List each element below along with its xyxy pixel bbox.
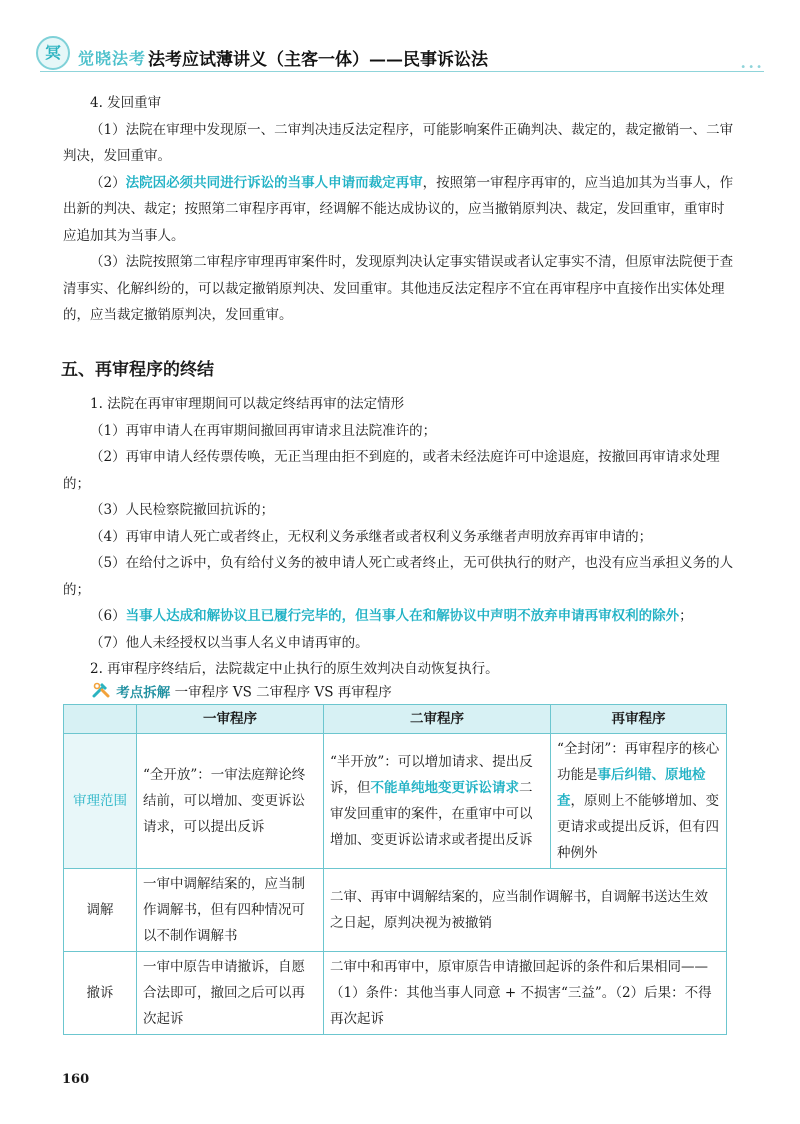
- cell-text: “全封闭”：再审程序的核心功能是: [557, 741, 720, 783]
- table-cell: [324, 734, 551, 869]
- brand-logo: 冥: [36, 36, 70, 70]
- row-header: 调解: [64, 869, 137, 952]
- row-header: 撤诉: [64, 952, 137, 1035]
- comparison-table: [63, 704, 727, 1035]
- table-header: 再审程序: [551, 705, 727, 734]
- brand-name: 觉晓法考: [78, 49, 147, 68]
- table-cell: 二审中和再审中，原审原告申请撤回起诉的条件和后果相同——（1）条件：其他当事人同意 + 不损害“三益”。（2）后果：不得再次起诉: [324, 952, 727, 1035]
- cell-text: “半开放”：可以增加请求、提出反诉，但: [330, 754, 533, 796]
- subsection-title: 4. 发回重审: [90, 95, 162, 111]
- page-number: 160: [62, 1072, 90, 1087]
- table-cell: “全开放”：一审法庭辩论终结前，可以增加、变更诉讼请求，可以提出反诉: [137, 734, 324, 869]
- subsection-title: 2. 再审程序终结后，法院裁定中止执行的原生效判决自动恢复执行。: [90, 661, 499, 677]
- highlight-text: 法院因必须共同进行诉讼的当事人申请而裁定再审: [125, 174, 423, 191]
- table-header-row: [64, 705, 727, 734]
- table-header-blank: [64, 705, 137, 734]
- list-item: （1）再审申请人在再审期间撤回再审请求且法院准许的；: [90, 422, 437, 439]
- cell-text: ，原则上不能够增加、变更请求或提出反诉，但有四种例外: [557, 793, 719, 861]
- paragraph: （1）法院在审理中发现原一、二审判决违反法定程序，可能影响案件正确判决、裁定的，裁定撤销一、二审判决，发回重审。: [63, 121, 734, 164]
- subsection-title: 1. 法院在再审审理期间可以裁定终结再审的法定情形: [90, 396, 405, 412]
- highlight-text: 当事人达成和解协议且已履行完毕的，但当事人在和解协议中声明不放弃申请再审权利的除外: [125, 608, 680, 624]
- header-ornament: •••: [740, 62, 764, 73]
- table-header: 二审程序: [324, 705, 551, 734]
- key-point-heading: [92, 682, 392, 702]
- table-row: [64, 869, 727, 952]
- list-item: [63, 603, 735, 630]
- highlight-text: 事后纠错、原地检查: [557, 767, 706, 809]
- list-item: （2）再审申请人经传票传唤，无正当理由拒不到庭的，或者未经法庭许可中途退庭，按撤回再审请求处理的；: [63, 449, 720, 492]
- main-content: [63, 90, 735, 683]
- paragraph: （3）法院按照第二审程序审理再审案件时，发现原判决认定事实错误或者认定事实不清，但原审法院便于查清事实、化解纠纷的，可以裁定撤销原判决、发回重审。其他违反法定程序不宜在再审程序中直接作出实体处理的，应当裁定撤销原判决，发回重审。: [63, 254, 734, 323]
- section-title: 五、再审程序的终结: [61, 359, 214, 380]
- paragraph-text: ，按照第一审程序再审的，应当追加其为当事人，作出新的判决、裁定；按照第二审程序再审，经调解不能达成协议的，应当撤销原判决、裁定，发回重审，重审时应追加其为当事人。: [63, 174, 734, 244]
- paragraph: [63, 170, 735, 250]
- book-title: 法考应试薄讲义（主客一体）——民事诉讼法: [148, 50, 488, 70]
- paragraph-prefix: （2）: [90, 174, 126, 191]
- row-header: 审理范围: [64, 734, 137, 869]
- table-cell: 一审中原告申请撤诉，自愿合法即可，撤回之后可以再次起诉: [137, 952, 324, 1035]
- table-row: [64, 952, 727, 1035]
- table-row: [64, 734, 727, 869]
- key-point-text: 一审程序 VS 二审程序 VS 再审程序: [174, 684, 392, 701]
- list-item: （7）他人未经授权以当事人名义申请再审的。: [90, 634, 369, 651]
- highlight-text: 不能单纯地变更诉讼请求: [370, 780, 519, 796]
- list-item: （5）在给付之诉中，负有给付义务的被申请人死亡或者终止，无可供执行的财产，也没有应当承担义务的人的；: [63, 555, 734, 598]
- hammer-wrench-icon: [92, 682, 110, 704]
- list-item: （3）人民检察院撤回抗诉的；: [90, 502, 275, 518]
- header-divider: [40, 71, 764, 72]
- table-cell: 一审中调解结案的，应当制作调解书，但有四种情况可以不制作调解书: [137, 869, 324, 952]
- cell-text: 二审发回重审的案件，在重审中可以增加、变更诉讼请求或者提出反诉: [330, 780, 533, 848]
- list-item-text: ；: [679, 608, 693, 624]
- page-header: [0, 0, 800, 80]
- table-cell: 二审、再审中调解结案的，应当制作调解书，自调解书送达生效之日起，原判决视为被撤销: [324, 869, 727, 952]
- table-header: 一审程序: [137, 705, 324, 734]
- key-point-label: 考点拆解: [116, 684, 171, 701]
- list-item-prefix: （6）: [90, 608, 126, 624]
- table-cell: [551, 734, 727, 869]
- list-item: （4）再审申请人死亡或者终止，无权利义务承继者或者权利义务承继者声明放弃再审申请的；: [90, 528, 653, 545]
